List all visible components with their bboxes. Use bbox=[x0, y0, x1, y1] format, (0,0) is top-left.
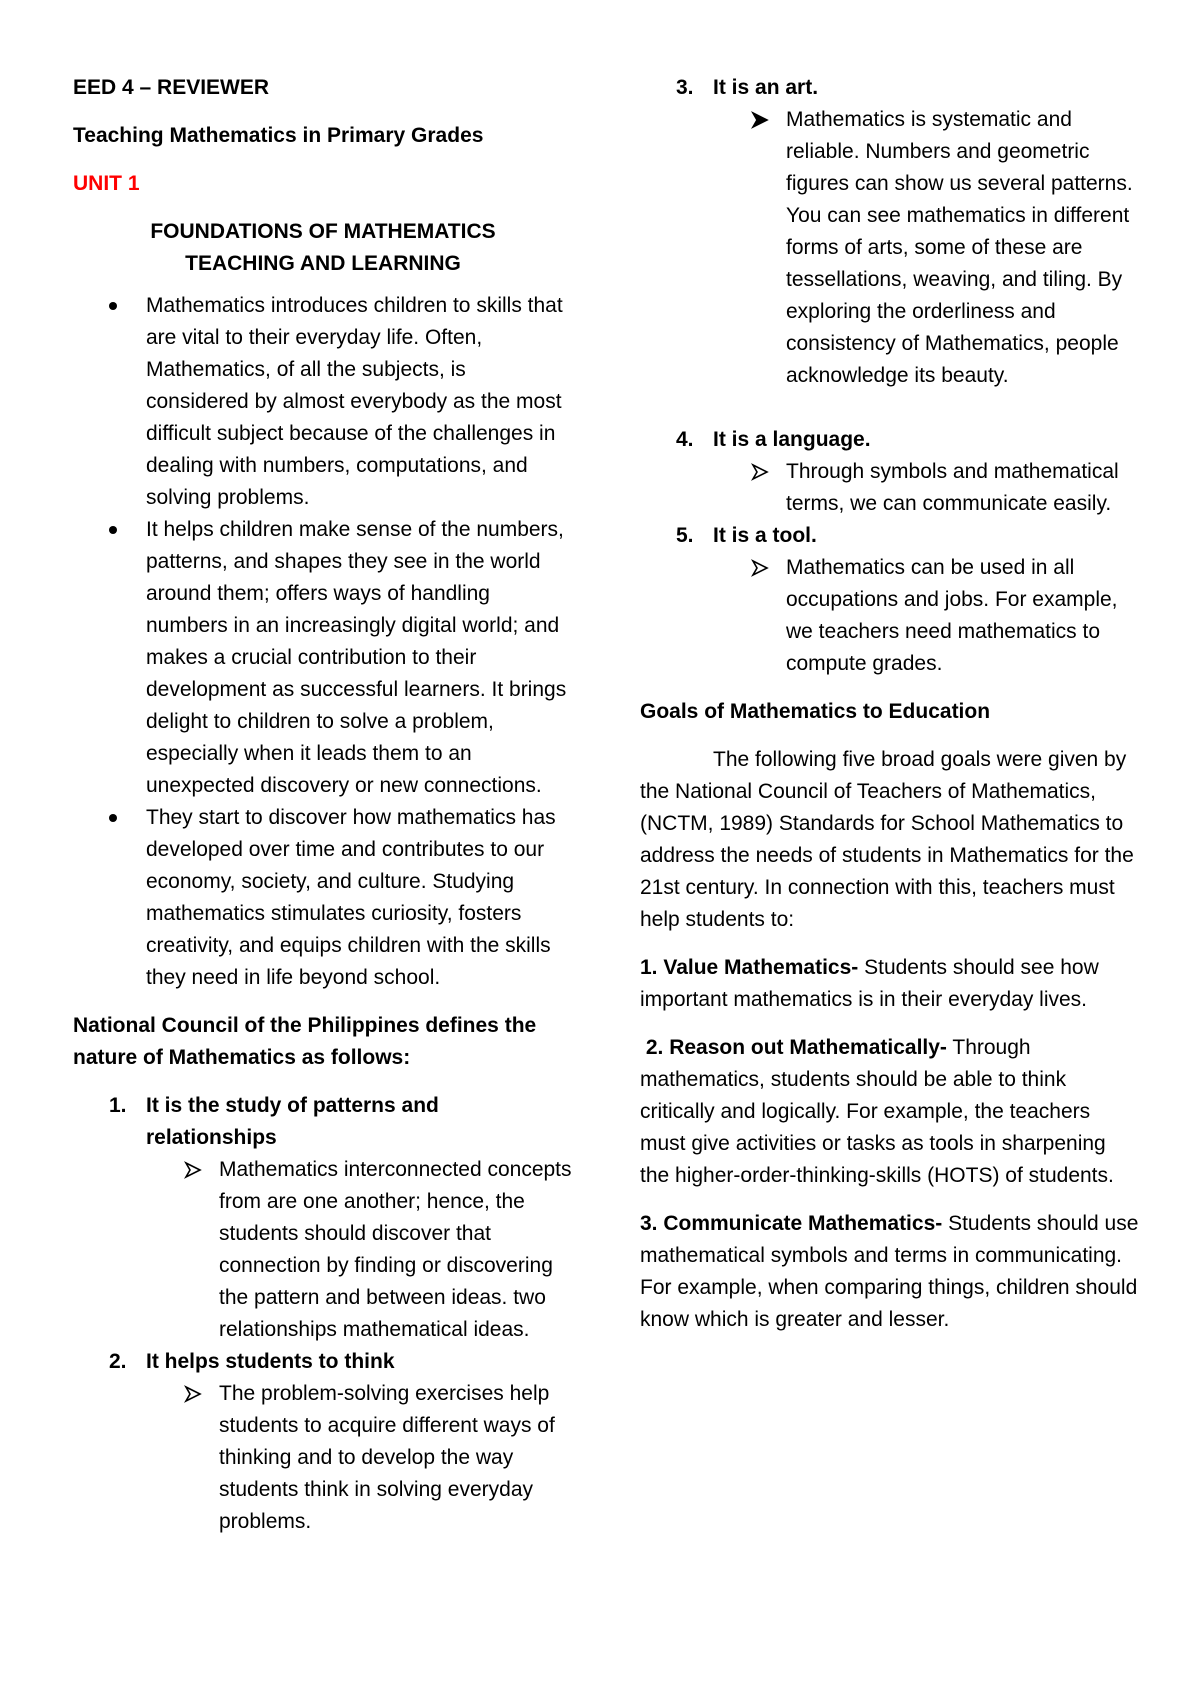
item-title: It is the study of patterns and relationships bbox=[146, 1094, 439, 1149]
item-number: 3. bbox=[676, 76, 694, 99]
unit-label: UNIT 1 bbox=[73, 172, 140, 195]
nature-item-4-desc: Through symbols and mathematical terms, we can communicate easily. bbox=[640, 456, 1140, 520]
goal-item-3 bbox=[640, 1208, 1140, 1336]
nature-item-5 bbox=[640, 520, 1140, 552]
arrowhead-icon bbox=[183, 1378, 203, 1410]
item-title: It is a tool. bbox=[713, 524, 817, 547]
nature-item-2-desc: The problem-solving exercises help students to acquire different ways of thinking and to develop the way students think in solving everyday problems. bbox=[73, 1378, 573, 1538]
goal-item-1 bbox=[640, 952, 1140, 1016]
goal-text: Students should see how important mathematics is in their everyday lives. bbox=[640, 956, 1099, 1011]
nature-item-3-desc: Mathematics is systematic and reliable. Numbers and geometric figures can show us several patterns. You can see mathematics in different forms of arts, some of these are tessellations, weaving, and tiling. By exploring the orderliness and consistency of Mathematics, people acknowledge its beauty. bbox=[640, 104, 1140, 392]
unit-title: FOUNDATIONS OF MATHEMATICS TEACHING AND LEARNING bbox=[150, 220, 496, 275]
list-item: It helps children make sense of the numbers, patterns, and shapes they see in the world around them; offers ways of handling numbers in an increasingly digital world; and makes a crucial contribution to their development as successful learners. It brings delight to children to solve a problem, especially when it leads them to an unexpected discovery or new connections. bbox=[73, 514, 573, 802]
goal-item-2 bbox=[640, 1032, 1140, 1192]
goals-intro: The following five broad goals were given by the National Council of Teachers of Mathematics, (NCTM, 1989) Standards for School Mathematics to address the needs of students in Mathematics for the 21st century. In connection with this, teachers must help students to: bbox=[640, 748, 1134, 931]
goal-label: 1. Value Mathematics- bbox=[640, 956, 859, 979]
list-item: Mathematics introduces children to skills that are vital to their everyday life. Often, Mathematics, of all the subjects, is considered by almost everybody as the most difficult subject because of the challenges in dealing with numbers, computations, and solving problems. bbox=[73, 290, 573, 514]
nature-item-3 bbox=[640, 72, 1140, 104]
nature-item-1 bbox=[73, 1090, 573, 1154]
subject-title: Teaching Mathematics in Primary Grades bbox=[73, 124, 484, 147]
goal-text: Students should use mathematical symbols and terms in communicating. For example, when comparing things, children should know which is greater and lesser. bbox=[640, 1212, 1139, 1331]
arrowhead-icon bbox=[183, 1154, 203, 1186]
list-item: They start to discover how mathematics has developed over time and contributes to our economy, society, and culture. Studying mathematics stimulates curiosity, fosters creativity, and equips children with the skills they need in life beyond school. bbox=[73, 802, 573, 994]
item-title: It is an art. bbox=[713, 76, 819, 99]
course-title: EED 4 – REVIEWER bbox=[73, 76, 270, 99]
right-column bbox=[640, 72, 1140, 1336]
item-title: It is a language. bbox=[713, 428, 871, 451]
nature-heading: National Council of the Philippines defines the nature of Mathematics as follows: bbox=[73, 1014, 537, 1069]
arrowhead-icon bbox=[750, 104, 770, 136]
bullet-icon bbox=[109, 814, 117, 822]
item-number: 1. bbox=[109, 1094, 127, 1117]
nature-item-5-desc: Mathematics can be used in all occupations and jobs. For example, we teachers need mathematics to compute grades. bbox=[640, 552, 1140, 680]
bullet-icon bbox=[109, 526, 117, 534]
arrowhead-icon bbox=[750, 456, 770, 488]
left-column bbox=[73, 72, 573, 1538]
item-number: 4. bbox=[676, 428, 694, 451]
goal-label: 3. Communicate Mathematics- bbox=[640, 1212, 943, 1235]
nature-item-2 bbox=[73, 1346, 573, 1378]
item-number: 5. bbox=[676, 524, 694, 547]
goal-text: Through mathematics, students should be able to think critically and logically. For example, the teachers must give activities or tasks as tools in sharpening the higher-order-thinking-skills (HOTS) of students. bbox=[640, 1036, 1114, 1187]
bullet-icon bbox=[109, 302, 117, 310]
nature-item-1-desc: Mathematics interconnected concepts from are one another; hence, the students should discover that connection by finding or discovering the pattern and between ideas. two relationships mathematical ideas. bbox=[73, 1154, 573, 1346]
arrowhead-icon bbox=[750, 552, 770, 584]
item-title: It helps students to think bbox=[146, 1350, 395, 1373]
goals-heading: Goals of Mathematics to Education bbox=[640, 700, 991, 723]
intro-bullet-list bbox=[73, 290, 573, 994]
item-number: 2. bbox=[109, 1350, 127, 1373]
goal-label: 2. Reason out Mathematically- bbox=[640, 1036, 947, 1059]
nature-item-4 bbox=[640, 424, 1140, 456]
